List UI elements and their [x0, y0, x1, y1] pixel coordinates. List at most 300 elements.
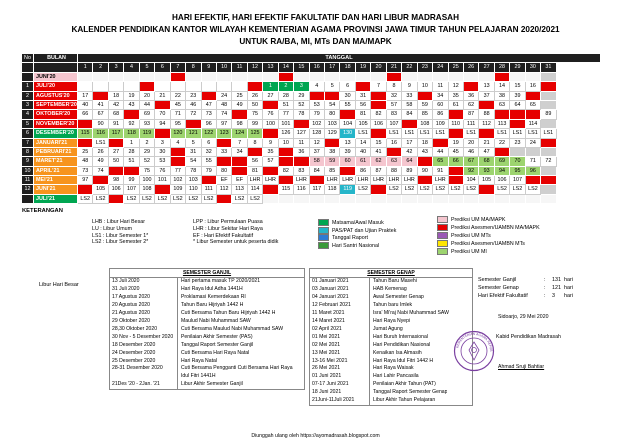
- day-cell: [433, 139, 448, 148]
- day-cell: [325, 195, 340, 204]
- table-row: [110, 294, 304, 302]
- summary-cell: Semester Ganjil: [478, 277, 517, 283]
- day-cell: [202, 82, 217, 91]
- day-cell: [310, 176, 325, 185]
- day-cell: LS1: [464, 129, 479, 138]
- day-cell: [109, 167, 124, 176]
- month-name: SEPTEMBER'20: [34, 101, 78, 110]
- day-cell: 65: [526, 101, 541, 110]
- day-cell: 14: [495, 82, 510, 91]
- day-cell: 56: [248, 157, 263, 166]
- day-cell: LS2: [510, 185, 525, 194]
- table-date: 01 Juni 2021: [310, 373, 370, 381]
- day-cell: [340, 167, 355, 176]
- table-date: 21 Agustus 2020: [110, 310, 178, 318]
- day-cell: 35: [449, 92, 464, 101]
- day-cell: 58: [402, 101, 417, 110]
- month-row: [22, 110, 600, 119]
- summary-row: [478, 276, 584, 284]
- page-titles: [0, 12, 631, 48]
- day-header: 28: [495, 63, 510, 72]
- day-header: 25: [449, 63, 464, 72]
- legend-entry: [318, 219, 396, 227]
- day-cell: 56: [356, 101, 371, 110]
- day-cell: 9: [263, 139, 278, 148]
- day-cell: 1: [124, 139, 139, 148]
- day-cell: 34: [433, 92, 448, 101]
- day-cell: [541, 195, 556, 204]
- month-name: JUNI'21: [34, 185, 78, 194]
- day-cell: 77: [279, 110, 294, 119]
- day-cell: 48: [78, 157, 93, 166]
- month-row: [22, 129, 600, 138]
- day-cell: 88: [479, 110, 494, 119]
- table-date: 28,30 Oktober 2020: [110, 326, 178, 334]
- day-cell: 9: [402, 82, 417, 91]
- day-cell: LS2: [418, 185, 433, 194]
- day-cell: 12: [449, 82, 464, 91]
- legend-swatch: [437, 232, 448, 239]
- day-cell: 21: [155, 92, 170, 101]
- table-event: Cuti Bersama Tahun Baru Hijriyah 1442 H: [181, 309, 276, 316]
- day-cell: 105: [93, 185, 108, 194]
- day-cell: 119: [340, 185, 355, 194]
- day-cell: 54: [325, 101, 340, 110]
- day-header: 27: [479, 63, 494, 72]
- legend-entry: [437, 248, 540, 256]
- summary-cell: 3: [552, 293, 555, 299]
- day-cell: LHR: [387, 176, 402, 185]
- day-cell: 31: [186, 148, 201, 157]
- day-cell: LHR: [325, 176, 340, 185]
- table-event: Tanggal Raport Semester Genap: [373, 389, 448, 396]
- table-event: Penilaian Akhir Tahun (PAT): [373, 381, 436, 388]
- day-cell: 108: [418, 120, 433, 129]
- day-cell: LHR: [356, 176, 371, 185]
- day-cell: [155, 129, 170, 138]
- day-cell: [263, 101, 278, 110]
- day-cell: LS2: [124, 195, 139, 204]
- day-cell: 23: [510, 139, 525, 148]
- day-cell: 64: [510, 101, 525, 110]
- day-cell: [78, 120, 93, 129]
- day-cell: 80: [325, 110, 340, 119]
- table-event: Hari Raya Natal: [181, 357, 217, 364]
- day-cell: [541, 82, 556, 91]
- day-cell: [232, 157, 247, 166]
- legend-swatch: [437, 248, 448, 255]
- grid-header-top: [22, 54, 600, 63]
- day-cell: 37: [310, 148, 325, 157]
- table-date: 07-17 Juni 2021: [310, 381, 370, 389]
- month-no: 3: [22, 101, 34, 110]
- day-cell: 14: [356, 139, 371, 148]
- month-name: AGUSTUS'20: [34, 92, 78, 101]
- day-cell: LHR: [340, 176, 355, 185]
- day-cell: [279, 176, 294, 185]
- day-cell: [232, 167, 247, 176]
- day-cell: 96: [202, 120, 217, 129]
- day-cell: [202, 176, 217, 185]
- day-cell: 118: [124, 129, 139, 138]
- day-cell: [418, 195, 433, 204]
- day-cell: 69: [140, 110, 155, 119]
- day-cell: [449, 176, 464, 185]
- day-cell: [526, 176, 541, 185]
- day-cell: [371, 101, 386, 110]
- day-cell: [186, 82, 201, 91]
- title-line-2: KALENDER PENDIDIKAN KANTOR WILAYAH KEMENTERIAN AGAMA PROVINSI JAWA TIMUR TAHUN PELAJARAN 2020/2021: [71, 25, 560, 34]
- day-cell: 69: [495, 157, 510, 166]
- day-cell: 107: [510, 176, 525, 185]
- day-cell: [356, 195, 371, 204]
- month-no: [22, 195, 34, 204]
- day-cell: 117: [109, 129, 124, 138]
- day-cell: [371, 185, 386, 194]
- day-header: 13: [263, 63, 278, 72]
- table-event: Idul Fitri 1441H: [181, 373, 216, 380]
- legend-label: Tanggal Raport: [332, 235, 368, 242]
- month-no: 8: [22, 148, 34, 157]
- table-row: [310, 294, 472, 302]
- day-cell: 32: [202, 148, 217, 157]
- day-cell: LS2: [93, 195, 108, 204]
- day-cell: 72: [541, 157, 556, 166]
- day-cell: 121: [186, 129, 201, 138]
- day-cell: 60: [340, 157, 355, 166]
- table-row: [310, 397, 472, 405]
- legend-entry: [318, 242, 396, 250]
- day-cell: 40: [356, 148, 371, 157]
- day-cell: 102: [171, 176, 186, 185]
- summary-cell: Hari Efektif Fakultatif: [478, 293, 528, 299]
- day-cell: 3: [294, 82, 309, 91]
- day-cell: 7: [232, 139, 247, 148]
- day-header: 29: [510, 63, 525, 72]
- day-cell: 62: [371, 157, 386, 166]
- legend-label: Prediksi Asesmen/UAMBN MTs: [451, 241, 525, 247]
- table-date: 21Des '20 - 2Jan. '21: [110, 381, 178, 389]
- month-no: 2: [22, 92, 34, 101]
- day-cell: LS2: [402, 185, 417, 194]
- table-event: Hari Raya Nyepi: [373, 317, 411, 324]
- day-cell: [202, 92, 217, 101]
- summary-cell: hari: [564, 285, 573, 291]
- day-cell: 109: [171, 185, 186, 194]
- day-cell: 45: [171, 101, 186, 110]
- month-no: 1: [22, 82, 34, 91]
- day-cell: 29: [294, 92, 309, 101]
- day-cell: [217, 157, 232, 166]
- table-date: 18 Desember 2020: [110, 342, 178, 350]
- title-line-3: UNTUK RA/BA, MI, MTs DAN MA/MAPK: [239, 37, 392, 46]
- table-date: 01 Mei 2021: [310, 334, 370, 342]
- table-date: [110, 373, 178, 381]
- day-header: 15: [294, 63, 309, 72]
- day-cell: 18: [109, 92, 124, 101]
- day-cell: 5: [325, 82, 340, 91]
- month-name: MARET'21: [34, 157, 78, 166]
- summary-cell: 131: [552, 277, 561, 283]
- legend-label: Prediksi UM MA/MAPK: [451, 217, 506, 223]
- day-cell: 3: [155, 139, 170, 148]
- day-cell: LS1: [402, 129, 417, 138]
- day-cell: [387, 148, 402, 157]
- day-cell: LS1: [356, 129, 371, 138]
- table-row: [110, 326, 304, 334]
- day-cell: 111: [202, 185, 217, 194]
- day-cell: 62: [464, 101, 479, 110]
- month-name: JULI'21: [34, 195, 78, 204]
- summary-cell: hari: [564, 277, 573, 283]
- day-cell: 78: [186, 167, 201, 176]
- day-cell: [526, 92, 541, 101]
- day-cell: [232, 73, 247, 82]
- day-cell: 30: [340, 92, 355, 101]
- day-cell: 90: [93, 120, 108, 129]
- day-cell: 96: [526, 167, 541, 176]
- day-cell: LS1: [541, 129, 556, 138]
- day-cell: 46: [464, 148, 479, 157]
- day-cell: 128: [310, 129, 325, 138]
- day-cell: [78, 139, 93, 148]
- day-cell: 55: [340, 101, 355, 110]
- table-date: 04 Januari 2021: [310, 294, 370, 302]
- day-cell: 42: [109, 101, 124, 110]
- day-cell: [526, 73, 541, 82]
- day-cell: 61: [449, 101, 464, 110]
- day-cell: [526, 195, 541, 204]
- day-cell: LS2: [248, 195, 263, 204]
- day-cell: 26: [93, 148, 108, 157]
- table-row: [110, 286, 304, 294]
- month-row: [22, 120, 600, 129]
- day-cell: [449, 110, 464, 119]
- day-cell: 94: [495, 167, 510, 176]
- day-cell: [124, 110, 139, 119]
- day-cell: [279, 195, 294, 204]
- day-cell: [171, 157, 186, 166]
- day-cell: 19: [124, 92, 139, 101]
- semester-genap-title: SEMESTER GENAP: [310, 269, 472, 278]
- table-date: 30 Nov - 5 Desember 2020: [110, 334, 178, 342]
- day-cell: 103: [325, 120, 340, 129]
- day-cell: 125: [248, 129, 263, 138]
- table-event: Jumat Agung: [373, 325, 403, 332]
- day-cell: 92: [464, 167, 479, 176]
- day-cell: 82: [279, 167, 294, 176]
- day-cell: 49: [93, 157, 108, 166]
- day-header: 3: [109, 63, 124, 72]
- day-cell: 89: [541, 110, 556, 119]
- summary-cell: :: [544, 293, 546, 299]
- day-cell: [449, 195, 464, 204]
- month-no: 4: [22, 110, 34, 119]
- day-cell: [371, 73, 386, 82]
- day-cell: 6: [202, 139, 217, 148]
- day-cell: [541, 139, 556, 148]
- day-cell: [402, 195, 417, 204]
- day-cell: LHR: [433, 176, 448, 185]
- month-row: [22, 148, 600, 157]
- day-cell: [464, 195, 479, 204]
- day-cell: 13: [479, 82, 494, 91]
- day-cell: 86: [356, 167, 371, 176]
- month-no: 5: [22, 120, 34, 129]
- day-cell: [495, 73, 510, 82]
- day-cell: 76: [263, 110, 278, 119]
- day-cell: 98: [232, 120, 247, 129]
- day-cell: 78: [294, 110, 309, 119]
- day-cell: 57: [387, 101, 402, 110]
- month-no: 12: [22, 185, 34, 194]
- month-name: JUNI'20: [34, 73, 78, 82]
- month-name: APRIL'21: [34, 167, 78, 176]
- day-cell: 76: [155, 167, 170, 176]
- day-cell: 116: [294, 185, 309, 194]
- day-cell: 72: [186, 110, 201, 119]
- day-cell: [418, 157, 433, 166]
- month-row: [22, 195, 600, 204]
- legend-col-4: [437, 216, 540, 256]
- day-cell: 52: [140, 157, 155, 166]
- day-cell: 89: [402, 167, 417, 176]
- summary-row: [478, 284, 584, 292]
- legend-entry: [437, 224, 540, 232]
- day-cell: 38: [495, 92, 510, 101]
- day-cell: [155, 82, 170, 91]
- month-no: 11: [22, 176, 34, 185]
- day-cell: 70: [510, 157, 525, 166]
- ministry-seal: [453, 330, 495, 372]
- day-cell: 95: [171, 120, 186, 129]
- table-date: 17 Agustus 2020: [110, 294, 178, 302]
- day-cell: [541, 167, 556, 176]
- day-cell: [541, 73, 556, 82]
- legend-entry: LU : Libur Umum: [92, 225, 133, 232]
- day-cell: 120: [171, 129, 186, 138]
- day-cell: 44: [433, 148, 448, 157]
- day-cell: [263, 129, 278, 138]
- day-header: 2: [93, 63, 108, 72]
- day-cell: [371, 92, 386, 101]
- day-cell: 13: [340, 139, 355, 148]
- semester-genap-table: [309, 268, 473, 406]
- month-row: [22, 92, 600, 101]
- day-cell: 50: [109, 157, 124, 166]
- table-row: [110, 373, 304, 381]
- day-header: 14: [279, 63, 294, 72]
- legend-label: Prediksi UM MI: [451, 249, 487, 255]
- legend-entry: LHB : Libur Hari Besar: [92, 219, 145, 225]
- day-header: 4: [124, 63, 139, 72]
- day-cell: 79: [202, 167, 217, 176]
- day-cell: 100: [263, 120, 278, 129]
- day-header: 10: [217, 63, 232, 72]
- day-cell: [93, 82, 108, 91]
- day-cell: LS2: [140, 195, 155, 204]
- day-cell: 33: [402, 92, 417, 101]
- day-cell: 7: [371, 82, 386, 91]
- day-cell: 22: [171, 92, 186, 101]
- day-cell: [541, 148, 556, 157]
- day-cell: LS1: [387, 129, 402, 138]
- day-cell: 28: [279, 92, 294, 101]
- day-cell: 28: [124, 148, 139, 157]
- day-cell: 59: [325, 157, 340, 166]
- day-cell: LS2: [526, 185, 541, 194]
- day-cell: LS2: [356, 185, 371, 194]
- header-bulan: BULAN: [34, 54, 78, 63]
- day-cell: 46: [186, 101, 201, 110]
- day-cell: 17: [402, 139, 417, 148]
- day-cell: 97: [78, 176, 93, 185]
- day-cell: [433, 73, 448, 82]
- day-header: 11: [232, 63, 247, 72]
- day-cell: 60: [433, 101, 448, 110]
- day-cell: 113: [232, 185, 247, 194]
- day-cell: 10: [279, 139, 294, 148]
- header-bulan-spacer: [34, 63, 78, 72]
- table-event: Cuti Bersama Hari Raya Natal: [181, 349, 250, 356]
- table-date: 11 Maret 2021: [310, 310, 370, 318]
- day-cell: 80: [217, 167, 232, 176]
- day-cell: [232, 82, 247, 91]
- day-cell: 84: [310, 167, 325, 176]
- summary-cell: hari: [564, 293, 573, 299]
- header-no-spacer: [22, 63, 34, 72]
- grid-header-days: [22, 63, 600, 72]
- day-cell: [418, 92, 433, 101]
- day-cell: 66: [449, 157, 464, 166]
- table-row: [110, 365, 304, 373]
- day-cell: 81: [356, 110, 371, 119]
- table-event: Penilaian Akhir Semester (PAS): [181, 333, 253, 340]
- day-cell: [340, 110, 355, 119]
- table-row: [310, 310, 472, 318]
- table-row: [110, 318, 304, 326]
- legend-swatch: [437, 216, 448, 223]
- day-header: 19: [356, 63, 371, 72]
- legend-entry: [437, 216, 540, 224]
- day-cell: 118: [325, 185, 340, 194]
- day-cell: [340, 195, 355, 204]
- day-cell: 34: [232, 148, 247, 157]
- day-cell: 98: [109, 176, 124, 185]
- day-cell: [479, 101, 494, 110]
- day-cell: [78, 82, 93, 91]
- day-cell: 116: [93, 129, 108, 138]
- day-cell: [155, 73, 170, 82]
- table-event: Maulud Nabi Muhammad SAW: [181, 317, 251, 324]
- day-cell: 8: [387, 82, 402, 91]
- day-cell: 41: [371, 148, 386, 157]
- day-header: 17: [325, 63, 340, 72]
- day-cell: [124, 167, 139, 176]
- semester-ganjil-title: SEMESTER GANJIL: [110, 269, 304, 278]
- legend-entry: LHR : Libur Sekitar Hari Raya: [193, 225, 263, 232]
- day-cell: 59: [418, 101, 433, 110]
- day-cell: 8: [248, 139, 263, 148]
- day-cell: [294, 73, 309, 82]
- legend-swatch: [437, 240, 448, 247]
- day-cell: 127: [294, 129, 309, 138]
- day-header: 24: [433, 63, 448, 72]
- day-cell: [248, 82, 263, 91]
- table-date: 31 Juli 2020: [110, 286, 178, 294]
- day-cell: 51: [124, 157, 139, 166]
- day-cell: 54: [186, 157, 201, 166]
